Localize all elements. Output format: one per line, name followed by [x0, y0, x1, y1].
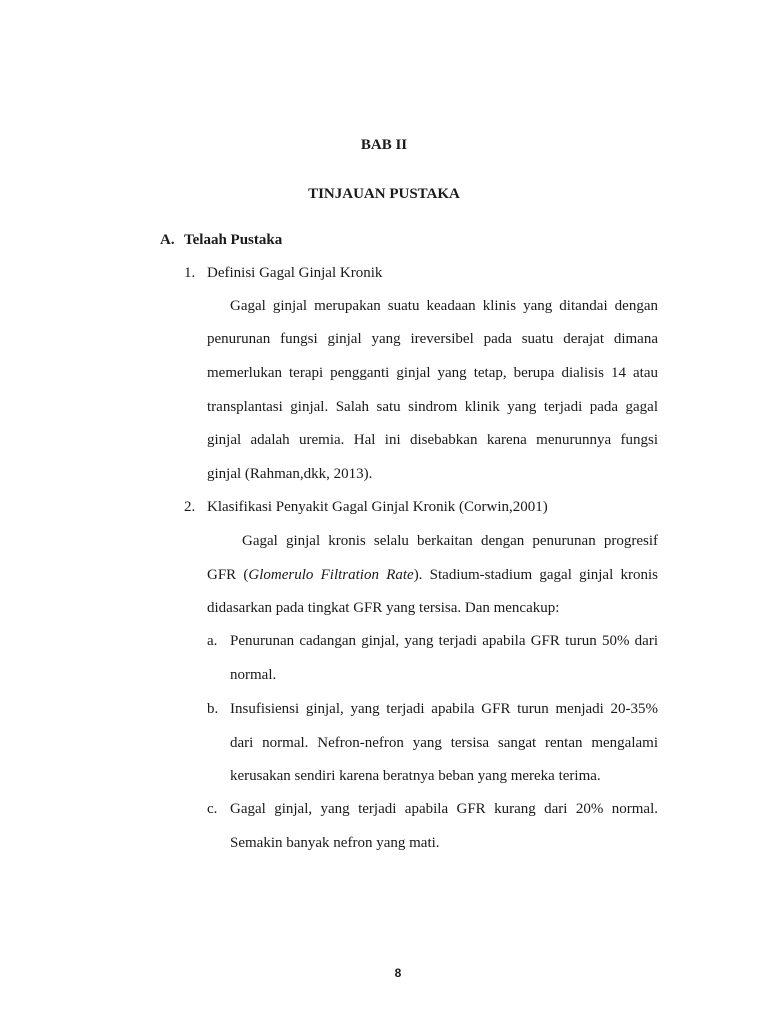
- paragraph-2-line: didasarkan pada tingkat GFR yang tersisa. Dan mencakup:: [207, 600, 560, 616]
- paragraph-2-line: Gagal ginjal kronis selalu berkaitan dengan penurunan progresif: [242, 533, 658, 549]
- paragraph-2-line: [207, 566, 658, 584]
- list-item-line: Semakin banyak nefron yang mati.: [230, 835, 440, 851]
- chapter-title: TINJAUAN PUSTAKA: [308, 186, 460, 202]
- section-marker: A.: [160, 232, 175, 248]
- paragraph-1-line: transplantasi ginjal. Salah satu sindrom klinik yang terjadi pada gagal: [207, 399, 658, 415]
- paragraph-2-italic-term: Glomerulo Filtration Rate: [248, 567, 414, 583]
- paragraph-1-line: Gagal ginjal merupakan suatu keadaan klinis yang ditandai dengan: [230, 298, 658, 314]
- subsection-1-title: Definisi Gagal Ginjal Kronik: [207, 265, 383, 281]
- list-item-marker: a.: [207, 633, 218, 649]
- list-item-line: normal.: [230, 667, 277, 683]
- chapter-heading: BAB II: [360, 137, 408, 153]
- list-item-line: Gagal ginjal, yang terjadi apabila GFR kurang dari 20% normal.: [230, 801, 658, 817]
- paragraph-2-text: ). Stadium-stadium gagal ginjal kronis: [413, 567, 658, 583]
- list-item-line: Insufisiensi ginjal, yang terjadi apabila GFR turun menjadi 20-35%: [230, 701, 658, 717]
- paragraph-1-line: penurunan fungsi ginjal yang ireversibel pada suatu derajat dimana: [207, 331, 658, 347]
- list-item-line: Penurunan cadangan ginjal, yang terjadi apabila GFR turun 50% dari: [230, 633, 658, 649]
- paragraph-1-line: ginjal adalah uremia. Hal ini disebabkan karena menurunnya fungsi: [207, 432, 658, 448]
- paragraph-2-text: GFR (: [207, 567, 249, 583]
- section-title: Telaah Pustaka: [184, 232, 283, 248]
- paragraph-1-line: ginjal (Rahman,dkk, 2013).: [207, 466, 373, 482]
- list-item-line: kerusakan sendiri karena beratnya beban yang mereka terima.: [230, 768, 601, 784]
- subsection-1-number: 1.: [184, 265, 196, 281]
- list-item-marker: b.: [207, 701, 219, 717]
- page-number: 8: [394, 966, 402, 980]
- paragraph-1-line: memerlukan terapi pengganti ginjal yang tetap, berupa dialisis 14 atau: [207, 365, 658, 381]
- subsection-2-number: 2.: [184, 499, 196, 515]
- subsection-2-title: Klasifikasi Penyakit Gagal Ginjal Kronik (Corwin,2001): [207, 499, 548, 515]
- list-item-line: dari normal. Nefron-nefron yang tersisa sangat rentan mengalami: [230, 735, 658, 751]
- list-item-marker: c.: [207, 801, 218, 817]
